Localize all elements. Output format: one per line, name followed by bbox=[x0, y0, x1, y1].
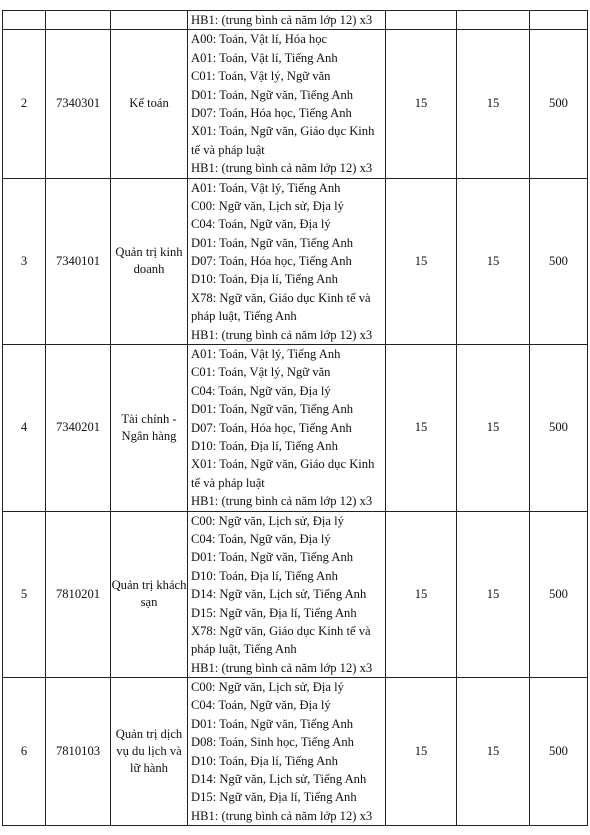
major-code-cell: 7340301 bbox=[46, 30, 111, 178]
subject-combination: D10: Toán, Địa lí, Tiếng Anh bbox=[191, 438, 338, 453]
admissions-table-body bbox=[3, 11, 588, 826]
subject-combination: A01: Toán, Vật lí, Tiếng Anh bbox=[191, 50, 338, 65]
quota-a-cell: 15 bbox=[386, 178, 457, 345]
subject-combination: HB1: (trung bình cả năm lớp 12) x3 bbox=[191, 13, 373, 27]
row-number-cell: 3 bbox=[3, 178, 46, 345]
major-name-cell bbox=[111, 11, 188, 30]
fee-cell: 500 bbox=[530, 678, 588, 826]
quota-a-cell bbox=[386, 11, 457, 30]
subject-combination: pháp luật, Tiếng Anh bbox=[191, 309, 297, 324]
subject-combination: X01: Toán, Ngữ văn, Giáo dục Kinh bbox=[191, 457, 375, 472]
subject-combination: C01: Toán, Vật lý, Ngữ văn bbox=[191, 69, 331, 84]
subject-combination: X78: Ngữ văn, Giáo dục Kinh tế và bbox=[191, 623, 371, 638]
row-number-cell bbox=[3, 11, 46, 30]
quota-a-cell: 15 bbox=[386, 345, 457, 512]
quota-b-cell: 15 bbox=[457, 511, 530, 678]
table-row bbox=[3, 30, 588, 178]
subject-combination: D01: Toán, Ngữ văn, Tiếng Anh bbox=[191, 402, 354, 417]
subject-combination: D14: Ngữ văn, Lịch sử, Tiếng Anh bbox=[191, 772, 367, 787]
quota-a-cell: 15 bbox=[386, 30, 457, 178]
fee-cell: 500 bbox=[530, 511, 588, 678]
quota-b-cell: 15 bbox=[457, 678, 530, 826]
row-number-cell: 4 bbox=[3, 345, 46, 512]
subject-combination: D10: Toán, Địa lí, Tiếng Anh bbox=[191, 753, 338, 768]
fee-cell bbox=[530, 11, 588, 30]
quota-b-cell: 15 bbox=[457, 30, 530, 178]
quota-b-cell: 15 bbox=[457, 345, 530, 512]
subject-combination: D07: Toán, Hóa học, Tiếng Anh bbox=[191, 105, 352, 120]
subject-combination: D15: Ngữ văn, Địa lí, Tiếng Anh bbox=[191, 605, 357, 620]
subject-combination: A01: Toán, Vật lý, Tiếng Anh bbox=[191, 180, 341, 195]
table-row bbox=[3, 178, 588, 345]
subject-combination: D07: Toán, Hóa học, Tiếng Anh bbox=[191, 420, 352, 435]
subject-combination: D08: Toán, Sinh học, Tiếng Anh bbox=[191, 735, 354, 750]
subject-combination: A01: Toán, Vật lý, Tiếng Anh bbox=[191, 347, 341, 362]
subject-combination: HB1: (trung bình cả năm lớp 12) x3 bbox=[191, 660, 373, 675]
row-number-cell: 2 bbox=[3, 30, 46, 178]
major-name-cell: Quản trị khách sạn bbox=[111, 511, 188, 678]
row-number-cell: 5 bbox=[3, 511, 46, 678]
subject-combinations-cell bbox=[188, 345, 386, 512]
subject-combination: tế và pháp luật bbox=[191, 142, 265, 157]
subject-combination: C04: Toán, Ngữ văn, Địa lý bbox=[191, 217, 331, 232]
major-code-cell bbox=[46, 11, 111, 30]
subject-combination: HB1: (trung bình cả năm lớp 12) x3 bbox=[191, 808, 373, 823]
fee-cell: 500 bbox=[530, 30, 588, 178]
subject-combination: X01: Toán, Ngữ văn, Giáo dục Kinh bbox=[191, 124, 375, 139]
subject-combinations-cell bbox=[188, 30, 386, 178]
subject-combination: D01: Toán, Ngữ văn, Tiếng Anh bbox=[191, 87, 354, 102]
admissions-table bbox=[2, 10, 588, 826]
subject-combination: D14: Ngữ văn, Lịch sử, Tiếng Anh bbox=[191, 587, 367, 602]
subject-combination: D01: Toán, Ngữ văn, Tiếng Anh bbox=[191, 716, 354, 731]
major-name-cell: Kế toán bbox=[111, 30, 188, 178]
subject-combination: D10: Toán, Địa lí, Tiếng Anh bbox=[191, 272, 338, 287]
subject-combination: X78: Ngữ văn, Giáo dục Kinh tế và bbox=[191, 290, 371, 305]
subject-combination: HB1: (trung bình cả năm lớp 12) x3 bbox=[191, 161, 373, 176]
subject-combination: HB1: (trung bình cả năm lớp 12) x3 bbox=[191, 327, 373, 342]
subject-combination: pháp luật, Tiếng Anh bbox=[191, 642, 297, 657]
subject-combination: C04: Toán, Ngữ văn, Địa lý bbox=[191, 383, 331, 398]
subject-combination: HB1: (trung bình cả năm lớp 12) x3 bbox=[191, 494, 373, 509]
subject-combinations-cell bbox=[188, 678, 386, 826]
major-name-cell: Quản trị kinh doanh bbox=[111, 178, 188, 345]
subject-combination: D15: Ngữ văn, Địa lí, Tiếng Anh bbox=[191, 790, 357, 805]
subject-combination: D01: Toán, Ngữ văn, Tiếng Anh bbox=[191, 550, 354, 565]
subject-combination: C00: Ngữ văn, Lịch sử, Địa lý bbox=[191, 198, 344, 213]
quota-a-cell: 15 bbox=[386, 678, 457, 826]
major-code-cell: 7810103 bbox=[46, 678, 111, 826]
quota-b-cell bbox=[457, 11, 530, 30]
major-code-cell: 7810201 bbox=[46, 511, 111, 678]
subject-combination: C04: Toán, Ngữ văn, Địa lý bbox=[191, 531, 331, 546]
table-row bbox=[3, 511, 588, 678]
subject-combination: D07: Toán, Hóa học, Tiếng Anh bbox=[191, 254, 352, 269]
subject-combination: C00: Ngữ văn, Lịch sử, Địa lý bbox=[191, 680, 344, 695]
quota-a-cell: 15 bbox=[386, 511, 457, 678]
table-row bbox=[3, 678, 588, 826]
major-name-cell: Quản trị dịch vụ du lịch và lữ hành bbox=[111, 678, 188, 826]
subject-combination: D01: Toán, Ngữ văn, Tiếng Anh bbox=[191, 235, 354, 250]
subject-combinations-cell bbox=[188, 511, 386, 678]
major-code-cell: 7340201 bbox=[46, 345, 111, 512]
table-row bbox=[3, 11, 588, 30]
quota-b-cell: 15 bbox=[457, 178, 530, 345]
major-code-cell: 7340101 bbox=[46, 178, 111, 345]
table-row bbox=[3, 345, 588, 512]
fee-cell: 500 bbox=[530, 345, 588, 512]
major-name-cell: Tài chính - Ngân hàng bbox=[111, 345, 188, 512]
subject-combination: C04: Toán, Ngữ văn, Địa lý bbox=[191, 698, 331, 713]
subject-combinations-cell bbox=[188, 178, 386, 345]
subject-combination: tế và pháp luật bbox=[191, 475, 265, 490]
subject-combination: C00: Ngữ văn, Lịch sử, Địa lý bbox=[191, 513, 344, 528]
subject-combinations-cell bbox=[188, 11, 386, 30]
subject-combination: C01: Toán, Vật lý, Ngữ văn bbox=[191, 365, 331, 380]
fee-cell: 500 bbox=[530, 178, 588, 345]
row-number-cell: 6 bbox=[3, 678, 46, 826]
subject-combination: D10: Toán, Địa lí, Tiếng Anh bbox=[191, 568, 338, 583]
subject-combination: A00: Toán, Vật lí, Hóa học bbox=[191, 32, 328, 47]
